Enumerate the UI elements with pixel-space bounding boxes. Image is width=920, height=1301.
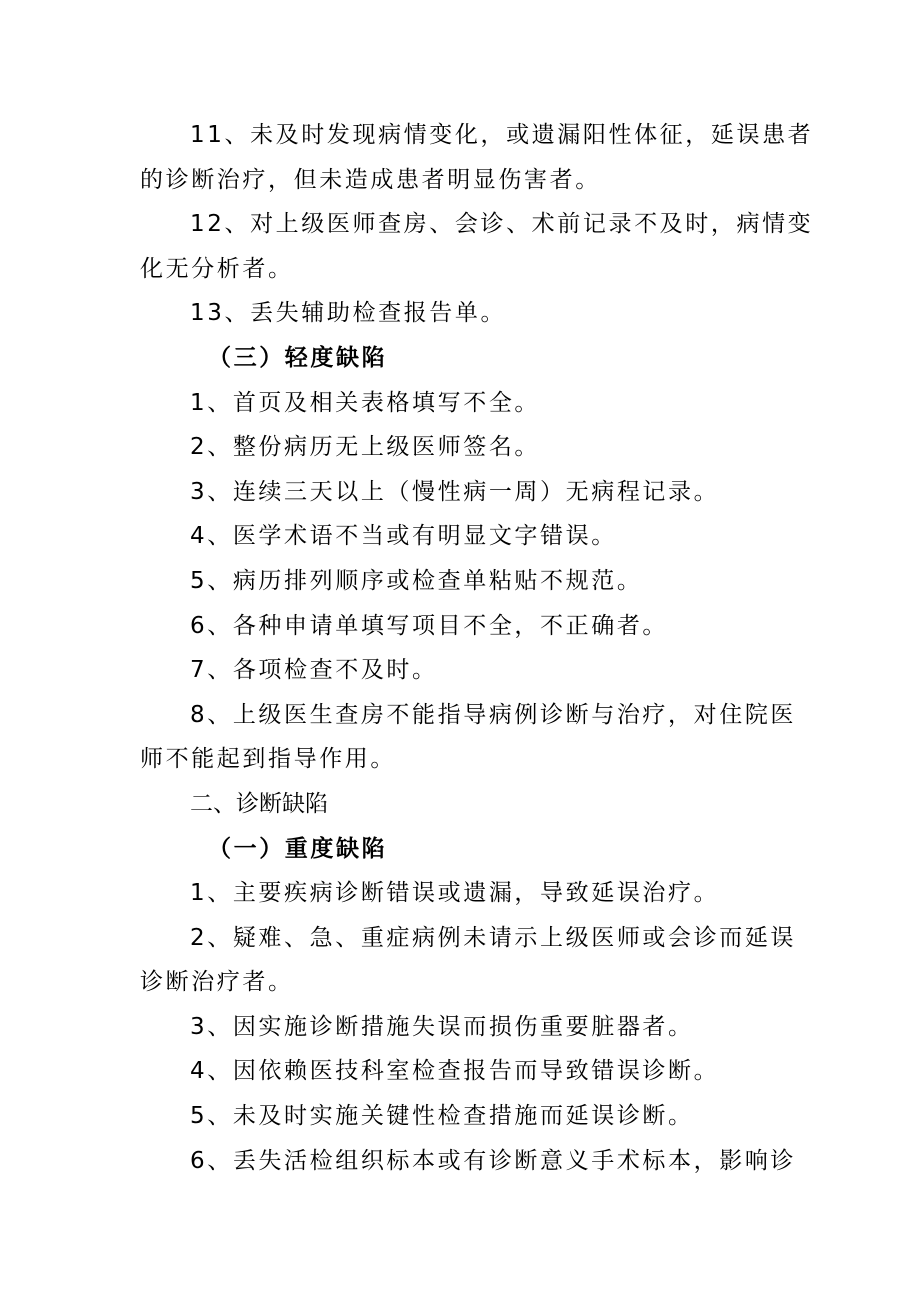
text-line-24: 6、丢失活检组织标本或有诊断意义手术标本，影响诊: [190, 1147, 797, 1174]
text-line-10: 4、医学术语不当或有明显文字错误。: [190, 523, 617, 550]
text-line-05: 13、丢失辅助检查报告单。: [190, 300, 507, 327]
text-line-01: 11、未及时发现病情变化，或遗漏阳性体征，延误患者: [190, 122, 814, 148]
text-line-23: 5、未及时实施关键性检查措施而延误诊断。: [190, 1103, 694, 1130]
text-line-19: 2、疑难、急、重症病例未请示上级医师或会诊而延误: [190, 924, 797, 951]
text-line-22: 4、因依赖医技科室检查报告而导致错误诊断。: [190, 1058, 720, 1085]
text-line-14: 8、上级医生查房不能指导病例诊断与治疗，对住院医: [190, 701, 797, 728]
document-body: [140, 113, 814, 1183]
text-line-21: 3、因实施诊断措施失误而损伤重要脏器者。: [190, 1013, 694, 1040]
text-line-18: 1、主要疾病诊断错误或遗漏，导致延误治疗。: [190, 880, 720, 907]
text-line-13: 7、各项检查不及时。: [190, 657, 438, 684]
text-line-15: 师不能起到指导作用。: [140, 746, 396, 773]
subsection-heading-severe-defects: （一）重度缺陷: [208, 835, 388, 862]
text-line-09: 3、连续三天以上（慢性病一周）无病程记录。: [190, 478, 720, 505]
text-line-03: 12、对上级医师查房、会诊、术前记录不及时，病情变: [190, 211, 814, 238]
text-line-11: 5、病历排列顺序或检查单粘贴不规范。: [190, 567, 643, 594]
text-line-08: 2、整份病历无上级医师签名。: [190, 434, 541, 461]
text-line-12: 6、各种申请单填写项目不全，不正确者。: [190, 612, 669, 639]
text-line-20: 诊断治疗者。: [140, 969, 294, 996]
text-line-04: 化无分析者。: [140, 255, 294, 282]
text-line-02: 的诊断治疗，但未造成患者明显伤害者。: [140, 166, 601, 193]
section-heading-diagnosis-defects: 二、诊断缺陷: [190, 790, 328, 817]
subsection-heading-minor-defects: （三）轻度缺陷: [208, 344, 388, 371]
text-line-07: 1、首页及相关表格填写不全。: [190, 389, 541, 416]
